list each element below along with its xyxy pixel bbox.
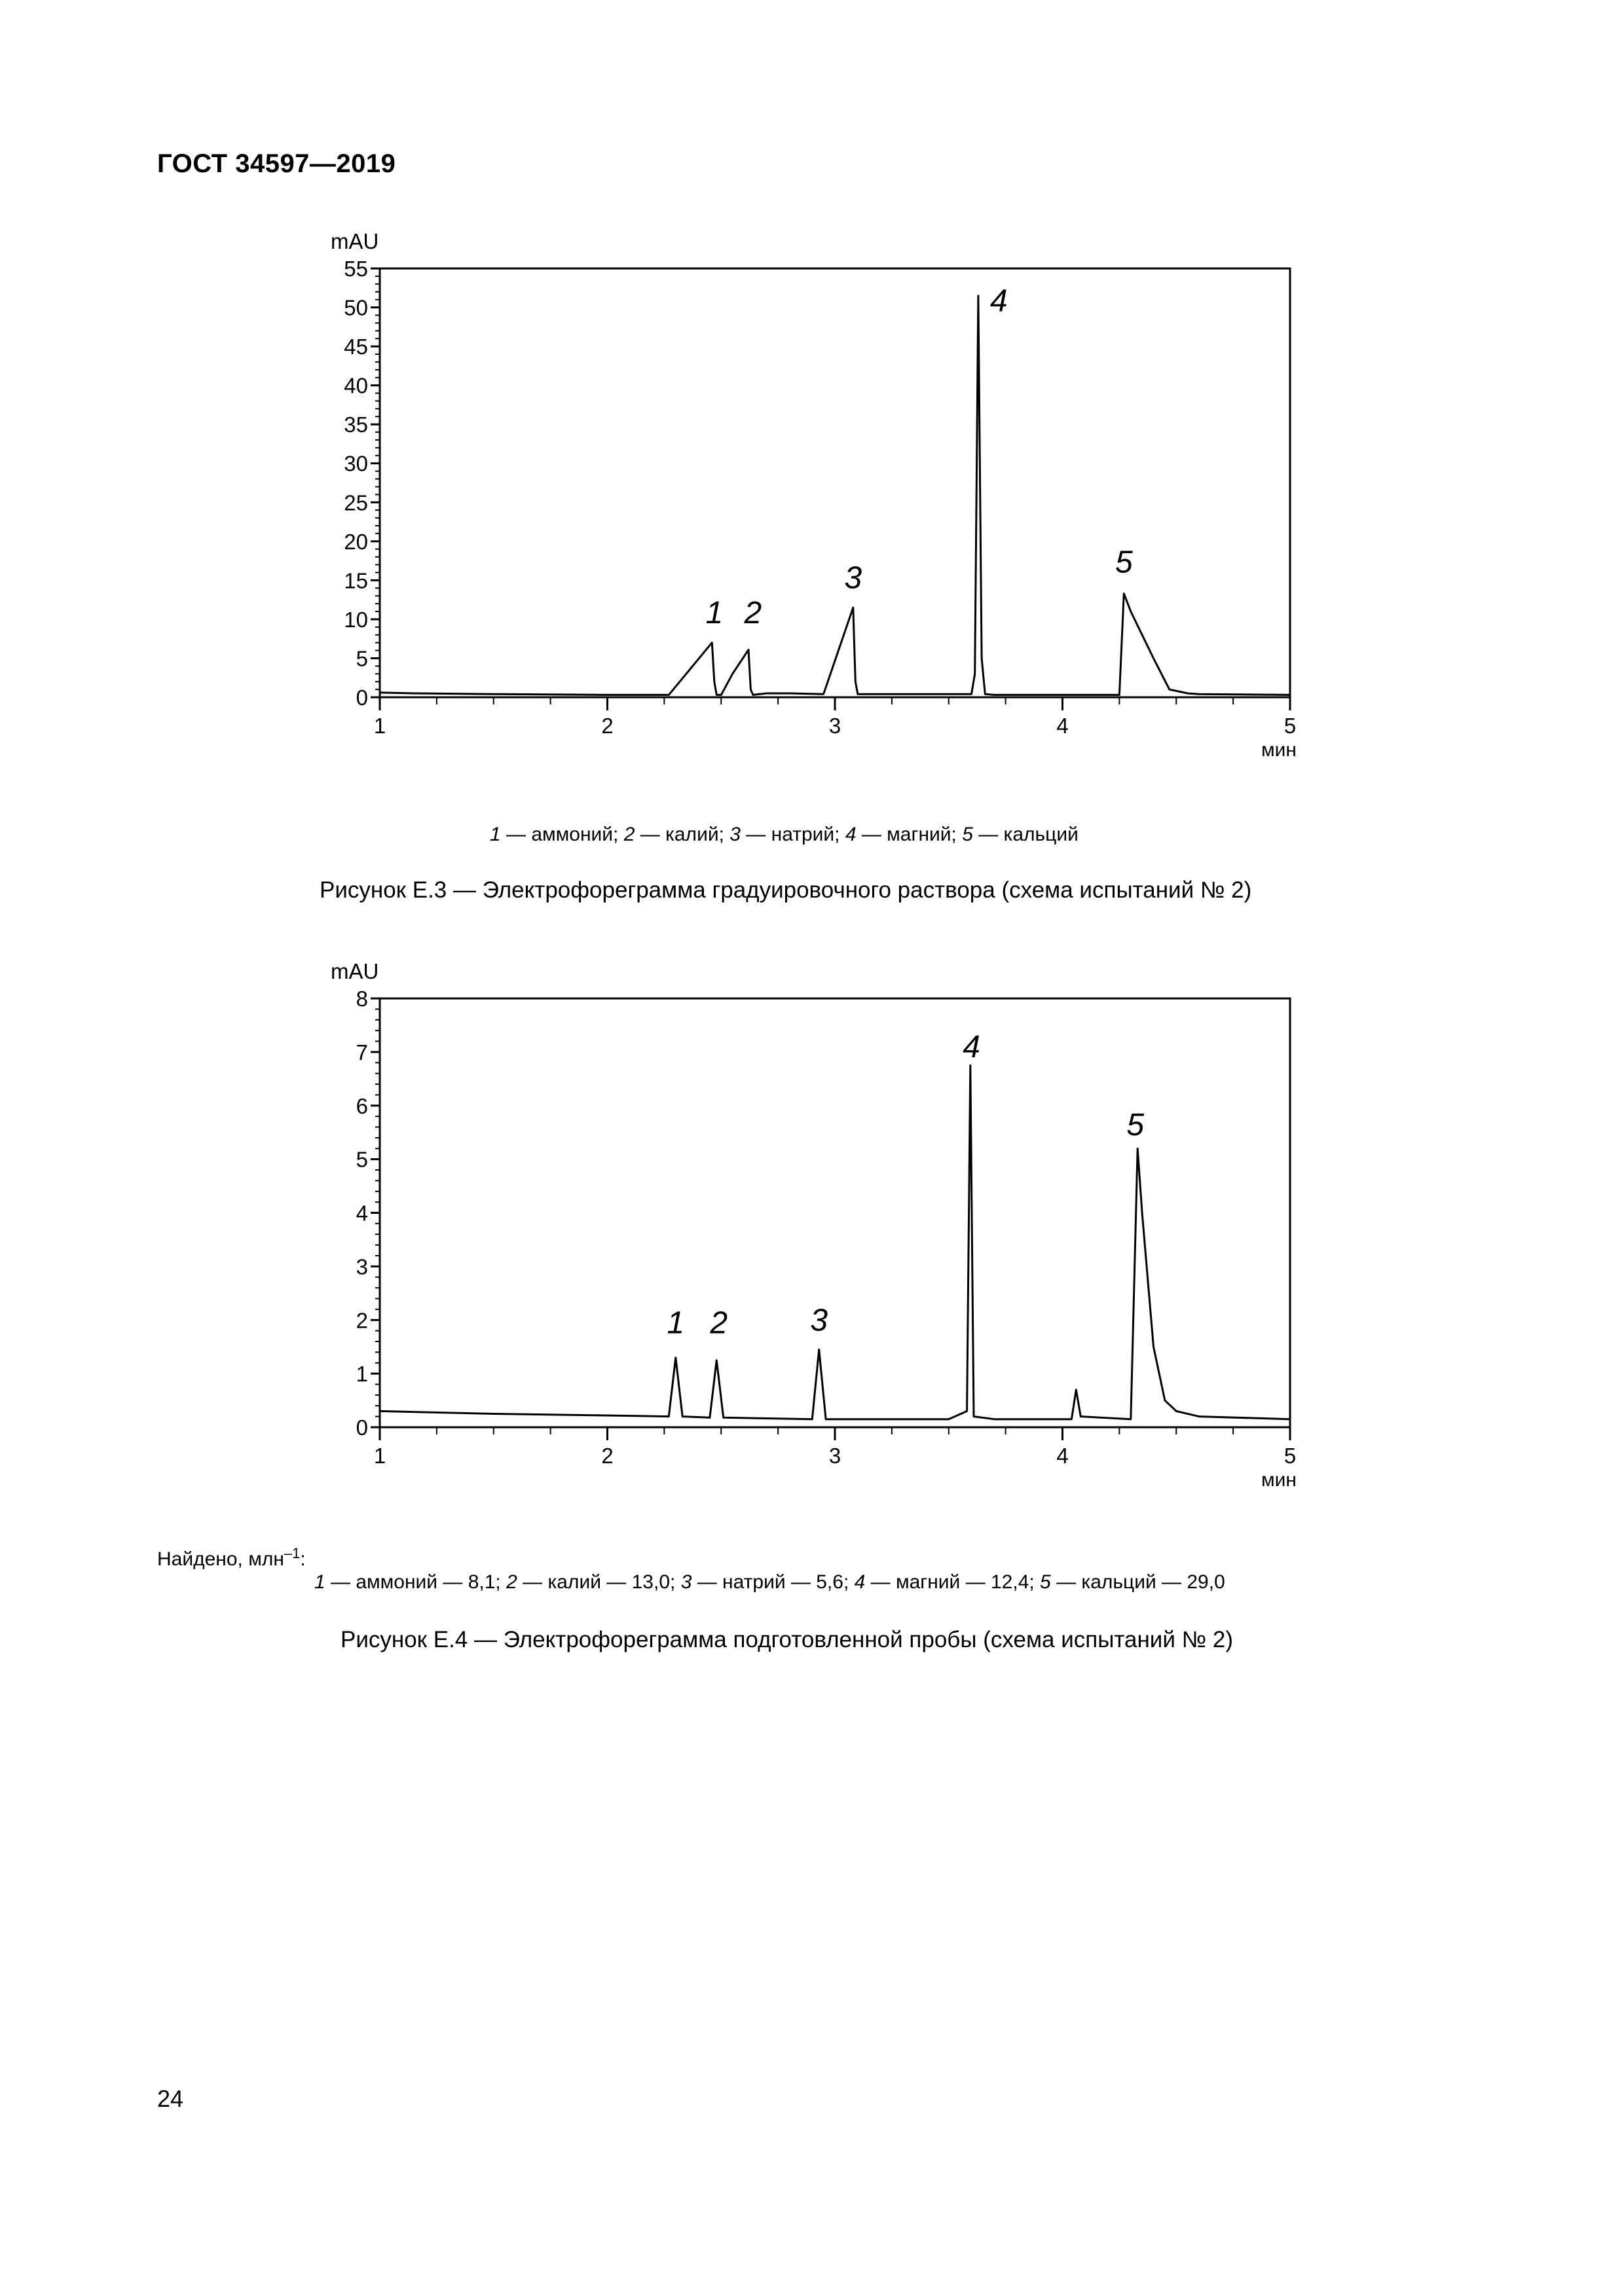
y-tick-label: 7 — [356, 1040, 368, 1065]
y-tick-label: 45 — [344, 335, 368, 359]
series-line-1 — [380, 1065, 1290, 1419]
peak-label-3: 3 — [810, 1303, 828, 1338]
found-label-text: Найдено, млн — [157, 1548, 284, 1570]
y-tick-label: 2 — [356, 1308, 368, 1333]
page-number: 24 — [157, 2085, 184, 2112]
legend-number-2: 2 — [506, 1571, 517, 1593]
electropherogram-chart-e3 — [314, 223, 1336, 799]
y-tick-label: 55 — [344, 257, 368, 281]
legend-text-2: — калий; — [635, 824, 730, 845]
y-tick-label: 5 — [356, 646, 368, 671]
y-tick-label: 35 — [344, 412, 368, 437]
legend-text-1: — аммоний — 8,1; — [325, 1571, 507, 1593]
x-tick-label: 2 — [601, 714, 614, 738]
legend-number-1: 1 — [490, 824, 501, 845]
x-tick-label: 5 — [1283, 714, 1297, 738]
y-tick-label: 5 — [356, 1147, 368, 1172]
y-tick-label: 3 — [356, 1254, 368, 1279]
figure-e3-caption: Рисунок Е.3 — Электрофореграмма градуировочного раствора (схема испытаний № 2) — [320, 877, 1252, 903]
x-tick-label: 5 — [1283, 1444, 1297, 1468]
peak-label-4: 4 — [989, 283, 1008, 319]
found-label — [157, 1545, 306, 1571]
y-tick-label: 1 — [356, 1362, 368, 1387]
legend-text-1: — аммоний; — [500, 824, 624, 845]
found-label-unit-exponent: –1 — [284, 1545, 301, 1561]
legend-number-5: 5 — [1040, 1571, 1051, 1593]
plot-frame — [380, 998, 1290, 1427]
legend-text-3: — натрий — 5,6; — [692, 1571, 855, 1593]
found-label-colon: : — [300, 1548, 306, 1570]
electropherogram-chart-e4 — [314, 953, 1336, 1529]
peak-label-3: 3 — [844, 560, 862, 596]
legend-text-4: — магний — 12,4; — [865, 1571, 1041, 1593]
legend-text-5: — кальций — 29,0 — [1050, 1571, 1225, 1593]
legend-number-4: 4 — [845, 824, 857, 845]
y-tick-label: 0 — [356, 1415, 368, 1440]
peak-label-4: 4 — [963, 1030, 980, 1065]
legend-text-4: — магний; — [856, 824, 963, 845]
x-axis-label: мин — [1261, 1469, 1297, 1491]
y-tick-label: 15 — [344, 568, 368, 593]
legend-text-5: — кальций — [972, 824, 1079, 845]
legend-number-4: 4 — [854, 1571, 866, 1593]
document-header: ГОСТ 34597—2019 — [157, 149, 396, 178]
plot-frame — [380, 268, 1290, 697]
figure-e3-legend — [490, 824, 1079, 846]
legend-number-5: 5 — [962, 824, 973, 845]
y-tick-label: 40 — [344, 373, 368, 398]
figure-e4-legend — [314, 1571, 1225, 1594]
peak-label-1: 1 — [667, 1305, 685, 1341]
y-tick-label: 6 — [356, 1093, 368, 1118]
peak-label-1: 1 — [705, 595, 724, 630]
y-tick-label: 50 — [344, 295, 368, 320]
y-tick-label: 30 — [344, 451, 368, 476]
legend-text-2: — калий — 13,0; — [517, 1571, 681, 1593]
y-tick-label: 20 — [344, 529, 368, 554]
y-tick-label: 25 — [344, 490, 368, 515]
y-tick-label: 10 — [344, 607, 368, 632]
legend-text-3: — натрий; — [740, 824, 845, 845]
y-axis-label: mAU — [331, 229, 379, 253]
peak-label-5: 5 — [1115, 545, 1133, 580]
x-tick-label: 3 — [828, 714, 841, 738]
x-tick-label: 4 — [1056, 1444, 1069, 1468]
legend-number-3: 3 — [729, 824, 741, 845]
legend-number-1: 1 — [314, 1571, 325, 1593]
y-axis-label: mAU — [331, 959, 379, 983]
peak-label-2: 2 — [710, 1305, 728, 1341]
y-tick-label: 4 — [356, 1201, 368, 1226]
x-tick-label: 1 — [373, 714, 386, 738]
series-line-1 — [380, 296, 1290, 695]
x-tick-label: 1 — [373, 1444, 386, 1468]
y-tick-label: 0 — [356, 685, 368, 710]
legend-number-3: 3 — [680, 1571, 692, 1593]
peak-label-2: 2 — [744, 595, 762, 630]
x-tick-label: 2 — [601, 1444, 614, 1468]
y-tick-label: 8 — [356, 987, 368, 1011]
legend-number-2: 2 — [623, 824, 635, 845]
peak-label-5: 5 — [1126, 1107, 1145, 1142]
x-axis-label: мин — [1261, 739, 1297, 761]
x-tick-label: 4 — [1056, 714, 1069, 738]
figure-e4-caption: Рисунок Е.4 — Электрофореграмма подготовленной пробы (схема испытаний № 2) — [341, 1627, 1234, 1652]
x-tick-label: 3 — [828, 1444, 841, 1468]
